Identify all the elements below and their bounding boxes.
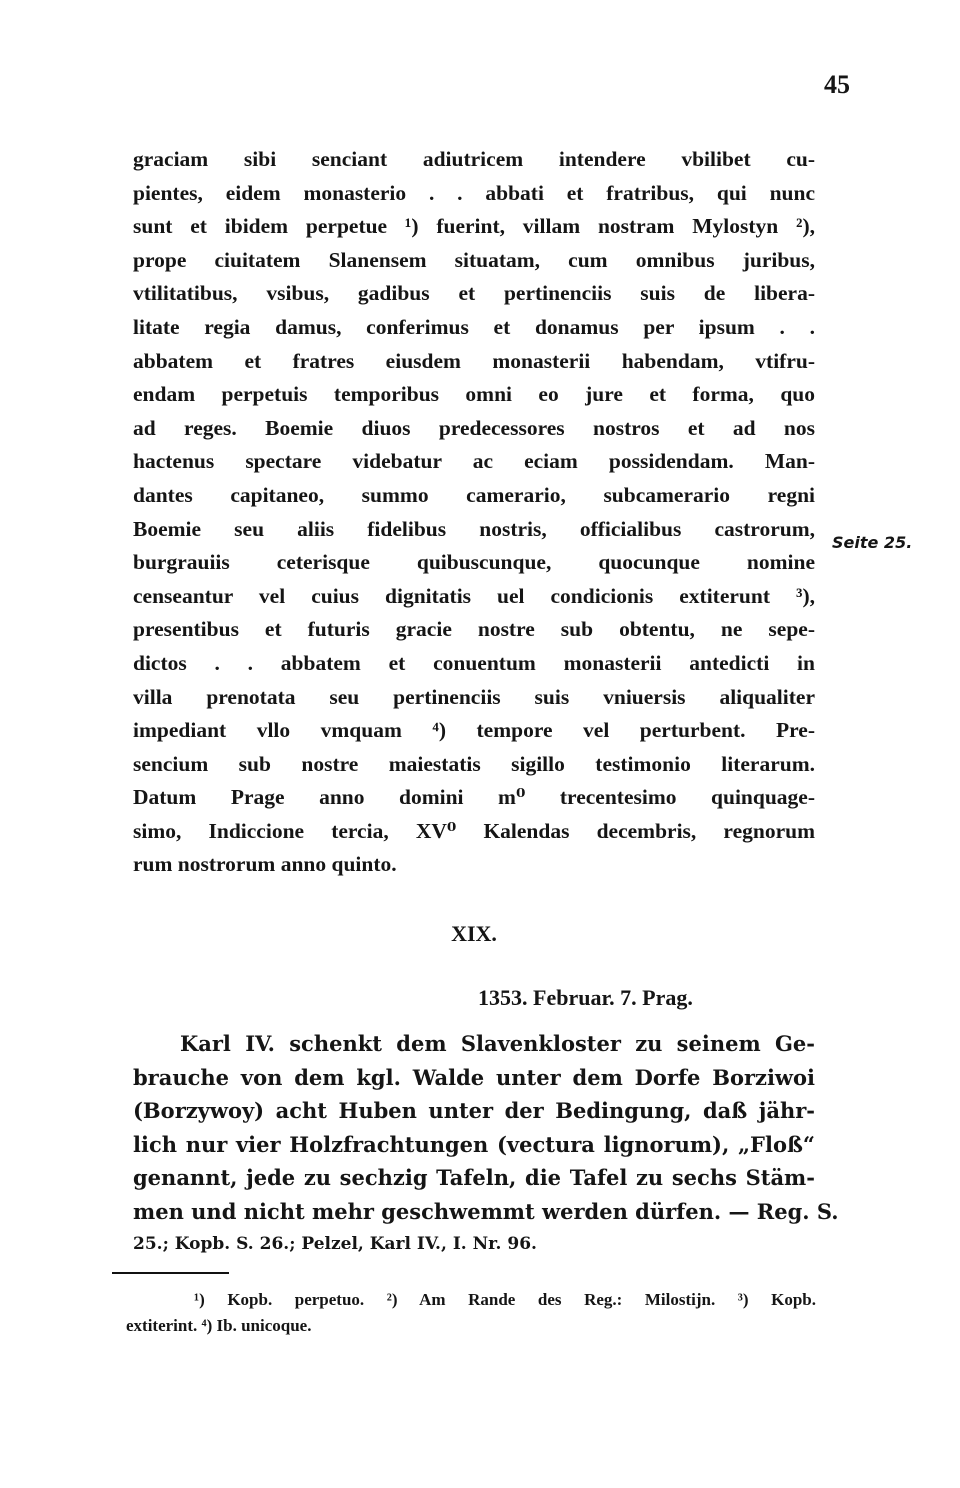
document-number-label: XIX. [451,921,497,946]
summary-line: 25.; Kopb. S. 26.; Pelzel, Karl IV., I. Nr. 96. [133,1234,537,1254]
footnote-line: extiterint. ⁴) Ib. unicoque. [126,1316,312,1335]
summary-line: lich nur vier Holzfrachtungen (vectura lignorum), „Floß“ [133,1131,815,1157]
text-line: burgrauiis ceterisque quibuscunque, quocunque nomine [133,550,815,575]
text-line: vtilitatibus, vsibus, gadibus et pertinenciis suis de libera- [133,281,815,306]
footnote-line: ¹) Kopb. perpetuo. ²) Am Rande des Reg.: Milostijn. ³) Kopb. [194,1290,816,1309]
text-line: censeantur vel cuius dignitatis uel condicionis extiterunt ³), [133,583,815,608]
text-line: Datum Prage anno domini m⁰ trecentesimo quinquage- [133,785,815,810]
summary-line: brauche von dem kgl. Walde unter dem Dorfe Borziwoi [133,1064,815,1090]
text-line: graciam sibi senciant adiutricem intendere vbilibet cu- [133,147,815,171]
text-line: ad reges. Boemie diuos predecessores nostros et ad nos [133,415,815,440]
summary-line: men und nicht mehr geschwemmt werden dürfen. — Reg. S. [133,1198,839,1224]
text-line: villa prenotata seu pertinenciis suis vniuersis aliqualiter [133,684,815,709]
latin-charter-text [133,143,815,882]
page-number: 45 [824,70,850,99]
text-line: rum nostrorum anno quinto. [133,852,397,877]
text-line: simo, Indiccione tercia, XV⁰ Kalendas decembris, regnorum [133,818,815,843]
text-line: impediant vllo vmquam ⁴) tempore vel perturbent. Pre- [133,718,815,743]
summary-line: Karl IV. schenkt dem Slavenkloster zu seinem Ge- [180,1031,815,1056]
document-number [0,921,960,947]
german-summary [133,1027,839,1262]
footnotes [126,1287,816,1339]
text-line: presentibus et futuris gracie nostre sub obtentu, ne sepe- [133,617,815,642]
text-line: abbatem et fratres eiusdem monasterii habendam, vtifru- [133,348,815,373]
summary-line: genannt, jede zu sechzig Tafeln, die Tafel zu sechs Stäm- [133,1165,815,1190]
text-line: sencium sub nostre maiestatis sigillo testimonio literarum. [133,751,815,776]
text-line: dictos . . abbatem et conuentum monasterii antedicti in [133,650,815,675]
text-line: pientes, eidem monasterio . . abbati et fratribus, qui nunc [133,180,815,205]
summary-line: (Borzywoy) acht Huben unter der Bedingung, daß jähr- [133,1098,815,1123]
text-line: endam perpetuis temporibus omni eo jure et forma, quo [133,382,815,407]
margin-note: Seite 25. [832,533,913,552]
text-line: hactenus spectare videbatur ac eciam possidendam. Man- [133,449,815,474]
text-line: Boemie seu aliis fidelibus nostris, officialibus castrorum, [133,516,815,541]
text-line: sunt et ibidem perpetue ¹) fuerint, villam nostram Mylostyn ²), [133,214,815,239]
document-dateline: 1353. Februar. 7. Prag. [478,985,693,1010]
footnote-divider [112,1272,229,1274]
text-line: prope ciuitatem Slanensem situatam, cum omnibus juribus, [133,247,815,272]
text-line: litate regia damus, conferimus et donamus per ipsum . . [133,314,815,339]
text-line: dantes capitaneo, summo camerario, subcamerario regni [133,482,815,507]
